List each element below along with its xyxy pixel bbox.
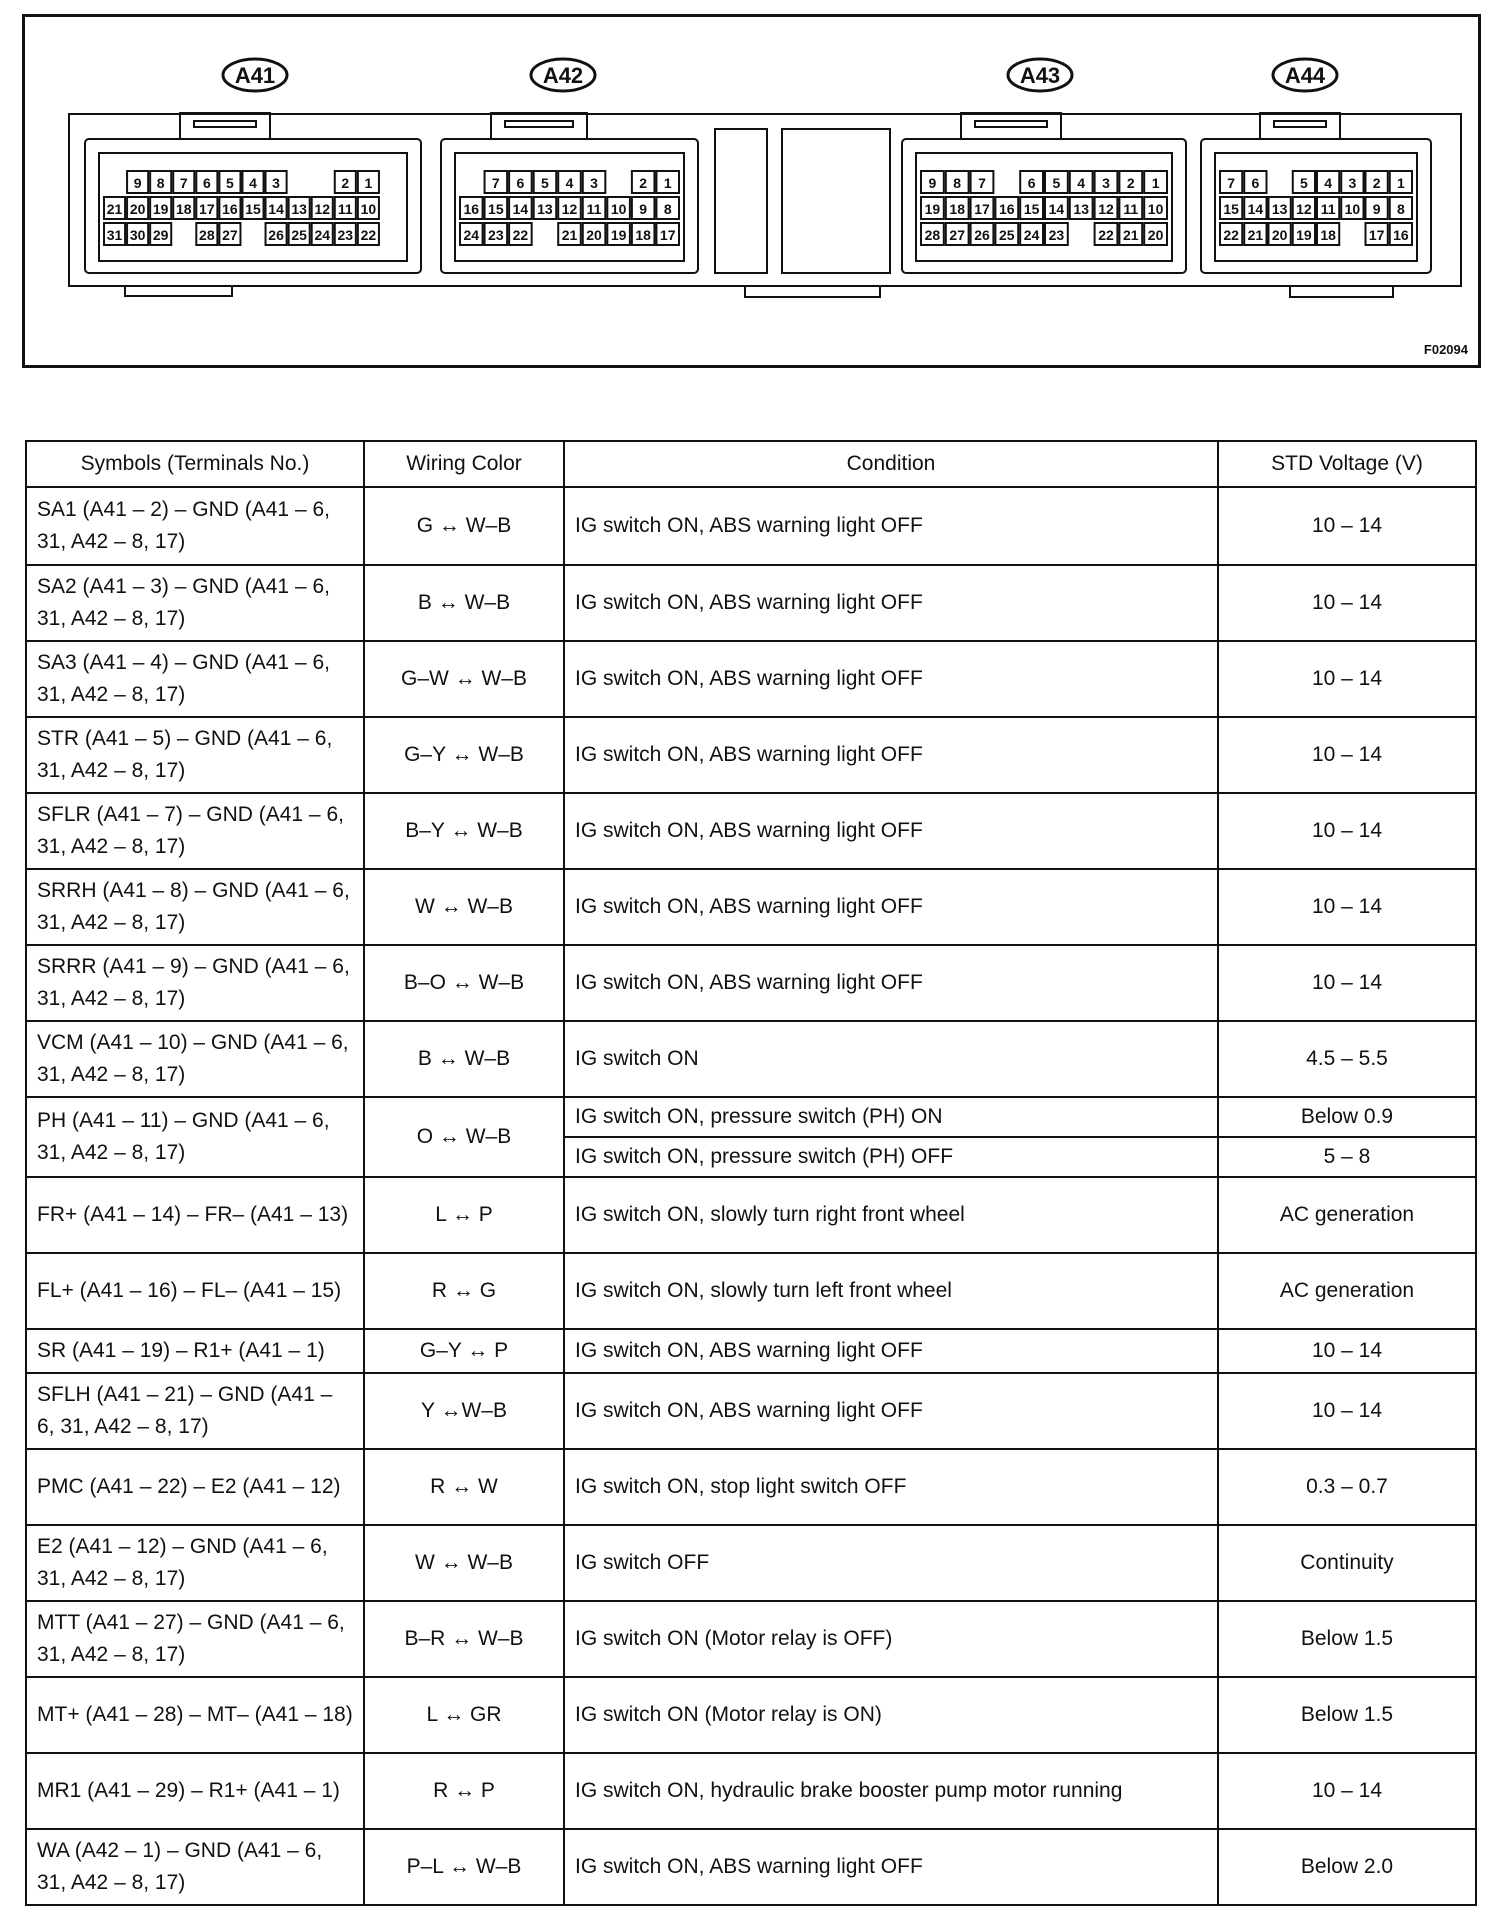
- condition-cell: IG switch ON, ABS warning light OFF: [564, 641, 1218, 717]
- symbol-cell: SA1 (A41 – 2) – GND (A41 – 6, 31, A42 – 8, 17): [26, 487, 364, 565]
- terminal-number: 5: [541, 175, 549, 191]
- condition-cell: IG switch ON, ABS warning light OFF: [564, 565, 1218, 641]
- wiring-color-cell: R ↔ G: [364, 1253, 564, 1329]
- terminal-number: 2: [1126, 175, 1135, 191]
- terminal-number: 27: [222, 227, 238, 243]
- terminal-number: 22: [512, 227, 529, 243]
- voltage-cell: 10 – 14: [1218, 1329, 1476, 1373]
- terminal-number: 10: [610, 201, 627, 217]
- terminal-number: 15: [488, 201, 504, 217]
- symbol-cell: SFLR (A41 – 7) – GND (A41 – 6, 31, A42 – 8, 17): [26, 793, 364, 869]
- terminal-number: 11: [1320, 201, 1336, 217]
- terminal-number: 6: [1027, 175, 1036, 191]
- terminal-number: 3: [1348, 175, 1357, 191]
- terminal-number: 23: [337, 227, 354, 243]
- terminal-number: 7: [179, 175, 188, 191]
- voltage-cell: Below 0.9: [1218, 1097, 1476, 1137]
- terminal-number: 24: [1023, 227, 1040, 243]
- wiring-color-cell: G–W ↔ W–B: [364, 641, 564, 717]
- terminal-number: 19: [1296, 227, 1312, 243]
- terminal-number: 8: [663, 201, 672, 217]
- wiring-color-cell: B–R ↔ W–B: [364, 1601, 564, 1677]
- condition-cell: IG switch ON, ABS warning light OFF: [564, 945, 1218, 1021]
- table-row: [26, 1021, 1476, 1097]
- terminal-number: 29: [152, 227, 169, 243]
- terminal-number: 2: [1372, 175, 1381, 191]
- terminal-number: 22: [1098, 227, 1114, 243]
- voltage-cell: 10 – 14: [1218, 1753, 1476, 1829]
- voltage-cell: AC generation: [1218, 1177, 1476, 1253]
- terminal-number: 1: [364, 175, 373, 191]
- terminal-number: 20: [129, 201, 146, 217]
- terminal-number: 27: [949, 227, 965, 243]
- table-row: [26, 1177, 1476, 1253]
- condition-cell: IG switch ON, stop light switch OFF: [564, 1449, 1218, 1525]
- terminal-number: 17: [974, 201, 990, 217]
- terminal-number: 28: [924, 227, 941, 243]
- connector-diagram: [22, 14, 1481, 368]
- wiring-color-cell: B ↔ W–B: [364, 565, 564, 641]
- voltage-cell: Below 1.5: [1218, 1677, 1476, 1753]
- terminal-number: 21: [561, 227, 578, 243]
- terminal-number: 18: [1320, 227, 1336, 243]
- table-row: [26, 1525, 1476, 1601]
- terminal-number: 9: [639, 201, 648, 217]
- table-row: [26, 1677, 1476, 1753]
- wiring-color-cell: L ↔ P: [364, 1177, 564, 1253]
- voltage-cell: Below 1.5: [1218, 1601, 1476, 1677]
- table-row: [26, 1097, 1476, 1137]
- terminal-number: 5: [1052, 175, 1061, 191]
- terminal-voltage-table: [25, 440, 1477, 1906]
- symbol-cell: MR1 (A41 – 29) – R1+ (A41 – 1): [26, 1753, 364, 1829]
- terminal-number: 11: [337, 201, 353, 217]
- terminal-number: 13: [291, 201, 307, 217]
- connector-drawing: [25, 17, 1478, 365]
- symbol-cell: PMC (A41 – 22) – E2 (A41 – 12): [26, 1449, 364, 1525]
- symbol-cell: STR (A41 – 5) – GND (A41 – 6, 31, A42 – 8, 17): [26, 717, 364, 793]
- terminal-number: 8: [156, 175, 165, 191]
- connector-latch: [505, 121, 573, 127]
- terminal-number: 4: [1077, 175, 1086, 191]
- voltage-cell: AC generation: [1218, 1253, 1476, 1329]
- terminal-number: 16: [463, 201, 480, 217]
- blank-panel: [782, 129, 890, 273]
- condition-cell: IG switch ON, ABS warning light OFF: [564, 717, 1218, 793]
- terminal-number: 19: [610, 227, 627, 243]
- wiring-color-cell: B ↔ W–B: [364, 1021, 564, 1097]
- terminal-number: 16: [222, 201, 238, 217]
- condition-cell: IG switch ON, pressure switch (PH) OFF: [564, 1137, 1218, 1177]
- terminal-number: 4: [249, 175, 257, 191]
- terminal-number: 13: [537, 201, 553, 217]
- voltage-cell: 10 – 14: [1218, 487, 1476, 565]
- table-header-row: [26, 441, 1476, 487]
- terminal-number: 3: [590, 175, 598, 191]
- condition-cell: IG switch OFF: [564, 1525, 1218, 1601]
- condition-cell: IG switch ON, ABS warning light OFF: [564, 1829, 1218, 1905]
- voltage-cell: Continuity: [1218, 1525, 1476, 1601]
- voltage-cell: 4.5 – 5.5: [1218, 1021, 1476, 1097]
- terminal-number: 17: [199, 201, 215, 217]
- header-std-voltage: STD Voltage (V): [1218, 441, 1476, 487]
- terminal-number: 14: [1247, 201, 1264, 217]
- condition-cell: IG switch ON, pressure switch (PH) ON: [564, 1097, 1218, 1137]
- terminal-number: 13: [1271, 201, 1288, 217]
- table-row: [26, 1829, 1476, 1905]
- terminal-number: 21: [106, 201, 123, 217]
- terminal-number: 1: [663, 175, 672, 191]
- terminal-number: 14: [1048, 201, 1065, 217]
- figure-id: F02094: [1423, 342, 1468, 357]
- housing-tab: [125, 286, 232, 296]
- terminal-number: 18: [949, 201, 965, 217]
- terminal-number: 19: [152, 201, 169, 217]
- terminal-number: 20: [1271, 227, 1288, 243]
- terminal-number: 10: [360, 201, 377, 217]
- terminal-number: 12: [1098, 201, 1114, 217]
- connector-label: A44: [1284, 63, 1326, 88]
- voltage-cell: 10 – 14: [1218, 717, 1476, 793]
- terminal-number: 15: [1223, 201, 1239, 217]
- terminal-number: 20: [586, 227, 602, 243]
- terminal-number: 6: [516, 175, 525, 191]
- condition-cell: IG switch ON, ABS warning light OFF: [564, 1373, 1218, 1449]
- terminal-number: 31: [106, 227, 123, 243]
- wiring-color-cell: R ↔ W: [364, 1449, 564, 1525]
- terminal-number: 14: [268, 201, 284, 217]
- table-row: [26, 793, 1476, 869]
- voltage-cell: 10 – 14: [1218, 793, 1476, 869]
- voltage-cell: 10 – 14: [1218, 641, 1476, 717]
- connector-latch: [1274, 121, 1326, 127]
- terminal-number: 19: [924, 201, 941, 217]
- terminal-number: 18: [175, 201, 192, 217]
- voltage-cell: Below 2.0: [1218, 1829, 1476, 1905]
- wiring-color-cell: O ↔ W–B: [364, 1097, 564, 1177]
- terminal-number: 12: [314, 201, 331, 217]
- terminal-number: 8: [953, 175, 962, 191]
- condition-cell: IG switch ON: [564, 1021, 1218, 1097]
- terminal-number: 28: [199, 227, 215, 243]
- symbol-cell: SA2 (A41 – 3) – GND (A41 – 6, 31, A42 – 8, 17): [26, 565, 364, 641]
- table-row: [26, 945, 1476, 1021]
- terminal-number: 23: [1048, 227, 1065, 243]
- terminal-number: 6: [202, 175, 211, 191]
- terminal-number: 1: [1396, 175, 1405, 191]
- table-row: [26, 565, 1476, 641]
- symbol-cell: SA3 (A41 – 4) – GND (A41 – 6, 31, A42 – 8, 17): [26, 641, 364, 717]
- wiring-color-cell: B–Y ↔ W–B: [364, 793, 564, 869]
- terminal-number: 11: [586, 201, 602, 217]
- connector-label: A42: [542, 63, 584, 88]
- terminal-number: 6: [1251, 175, 1260, 191]
- terminal-number: 13: [1073, 201, 1089, 217]
- condition-cell: IG switch ON (Motor relay is ON): [564, 1677, 1218, 1753]
- terminal-number: 26: [974, 227, 990, 243]
- table-row: [26, 1449, 1476, 1525]
- terminal-number: 22: [360, 227, 377, 243]
- terminal-number: 18: [635, 227, 651, 243]
- condition-cell: IG switch ON, ABS warning light OFF: [564, 487, 1218, 565]
- table-row: [26, 641, 1476, 717]
- condition-cell: IG switch ON, slowly turn right front wheel: [564, 1177, 1218, 1253]
- terminal-number: 14: [512, 201, 529, 217]
- symbol-cell: MT+ (A41 – 28) – MT– (A41 – 18): [26, 1677, 364, 1753]
- table-row: [26, 869, 1476, 945]
- connector-latch: [194, 121, 256, 127]
- symbol-cell: VCM (A41 – 10) – GND (A41 – 6, 31, A42 – 8, 17): [26, 1021, 364, 1097]
- terminal-number: 7: [491, 175, 500, 191]
- terminal-number: 10: [1147, 201, 1164, 217]
- wiring-color-cell: W ↔ W–B: [364, 869, 564, 945]
- terminal-number: 11: [1123, 201, 1139, 217]
- symbol-cell: SRRR (A41 – 9) – GND (A41 – 6, 31, A42 – 8, 17): [26, 945, 364, 1021]
- voltage-cell: 10 – 14: [1218, 869, 1476, 945]
- symbol-cell: SRRH (A41 – 8) – GND (A41 – 6, 31, A42 – 8, 17): [26, 869, 364, 945]
- terminal-number: 2: [639, 175, 648, 191]
- terminal-number: 7: [978, 175, 986, 191]
- terminal-number: 30: [129, 227, 146, 243]
- terminal-number: 9: [928, 175, 937, 191]
- terminal-number: 5: [1299, 175, 1308, 191]
- condition-cell: IG switch ON, ABS warning light OFF: [564, 793, 1218, 869]
- voltage-cell: 5 – 8: [1218, 1137, 1476, 1177]
- terminal-number: 12: [1296, 201, 1312, 217]
- symbol-cell: FL+ (A41 – 16) – FL– (A41 – 15): [26, 1253, 364, 1329]
- wiring-color-cell: R ↔ P: [364, 1753, 564, 1829]
- symbol-cell: WA (A42 – 1) – GND (A41 – 6, 31, A42 – 8, 17): [26, 1829, 364, 1905]
- terminal-number: 22: [1223, 227, 1239, 243]
- terminal-number: 4: [565, 175, 574, 191]
- terminal-number: 5: [226, 175, 234, 191]
- symbol-cell: PH (A41 – 11) – GND (A41 – 6, 31, A42 – 8, 17): [26, 1097, 364, 1177]
- wiring-color-cell: L ↔ GR: [364, 1677, 564, 1753]
- condition-cell: IG switch ON, ABS warning light OFF: [564, 1329, 1218, 1373]
- terminal-number: 16: [1393, 227, 1409, 243]
- header-wiring-color: Wiring Color: [364, 441, 564, 487]
- terminal-number: 24: [314, 227, 331, 243]
- wiring-color-cell: G–Y ↔ W–B: [364, 717, 564, 793]
- condition-cell: IG switch ON, hydraulic brake booster pump motor running: [564, 1753, 1218, 1829]
- housing-tab: [1290, 286, 1393, 297]
- table-row: [26, 1601, 1476, 1677]
- terminal-number: 10: [1344, 201, 1361, 217]
- table-row: [26, 1253, 1476, 1329]
- wiring-color-cell: G–Y ↔ P: [364, 1329, 564, 1373]
- wiring-color-cell: P–L ↔ W–B: [364, 1829, 564, 1905]
- table-row: [26, 487, 1476, 565]
- terminal-number: 20: [1147, 227, 1164, 243]
- terminal-number: 8: [1396, 201, 1405, 217]
- header-symbols: Symbols (Terminals No.): [26, 441, 364, 487]
- table-row: [26, 1329, 1476, 1373]
- wiring-color-cell: Y ↔W–B: [364, 1373, 564, 1449]
- terminal-number: 23: [488, 227, 504, 243]
- terminal-number: 2: [341, 175, 350, 191]
- wiring-color-cell: B–O ↔ W–B: [364, 945, 564, 1021]
- connector-label: A43: [1019, 63, 1061, 88]
- housing-tab: [745, 286, 880, 297]
- condition-cell: IG switch ON (Motor relay is OFF): [564, 1601, 1218, 1677]
- table-row: [26, 1373, 1476, 1449]
- terminal-number: 17: [1368, 227, 1385, 243]
- terminal-number: 3: [1102, 175, 1110, 191]
- voltage-cell: 0.3 – 0.7: [1218, 1449, 1476, 1525]
- voltage-cell: 10 – 14: [1218, 945, 1476, 1021]
- terminal-number: 7: [1227, 175, 1236, 191]
- terminal-number: 15: [1023, 201, 1040, 217]
- blank-panel: [715, 129, 767, 273]
- symbol-cell: MTT (A41 – 27) – GND (A41 – 6, 31, A42 – 8, 17): [26, 1601, 364, 1677]
- connector-label: A41: [234, 63, 276, 88]
- symbol-cell: SR (A41 – 19) – R1+ (A41 – 1): [26, 1329, 364, 1373]
- terminal-number: 26: [268, 227, 284, 243]
- terminal-number: 25: [291, 227, 307, 243]
- wiring-color-cell: W ↔ W–B: [364, 1525, 564, 1601]
- terminal-number: 21: [1123, 227, 1139, 243]
- condition-cell: IG switch ON, ABS warning light OFF: [564, 869, 1218, 945]
- terminal-number: 9: [1372, 201, 1381, 217]
- terminal-number: 4: [1324, 175, 1333, 191]
- wiring-color-cell: G ↔ W–B: [364, 487, 564, 565]
- voltage-cell: 10 – 14: [1218, 565, 1476, 641]
- table-row: [26, 717, 1476, 793]
- terminal-number: 21: [1247, 227, 1264, 243]
- terminal-number: 3: [272, 175, 280, 191]
- terminal-number: 24: [463, 227, 480, 243]
- symbol-cell: FR+ (A41 – 14) – FR– (A41 – 13): [26, 1177, 364, 1253]
- symbol-cell: E2 (A41 – 12) – GND (A41 – 6, 31, A42 – 8, 17): [26, 1525, 364, 1601]
- terminal-number: 9: [133, 175, 142, 191]
- header-condition: Condition: [564, 441, 1218, 487]
- table-row: [26, 1753, 1476, 1829]
- terminal-number: 25: [999, 227, 1015, 243]
- terminal-number: 1: [1151, 175, 1160, 191]
- terminal-number: 17: [659, 227, 676, 243]
- voltage-cell: 10 – 14: [1218, 1373, 1476, 1449]
- terminal-number: 16: [999, 201, 1015, 217]
- connector-latch: [975, 121, 1047, 127]
- symbol-cell: SFLH (A41 – 21) – GND (A41 – 6, 31, A42 – 8, 17): [26, 1373, 364, 1449]
- terminal-number: 15: [245, 201, 261, 217]
- condition-cell: IG switch ON, slowly turn left front wheel: [564, 1253, 1218, 1329]
- terminal-number: 12: [561, 201, 578, 217]
